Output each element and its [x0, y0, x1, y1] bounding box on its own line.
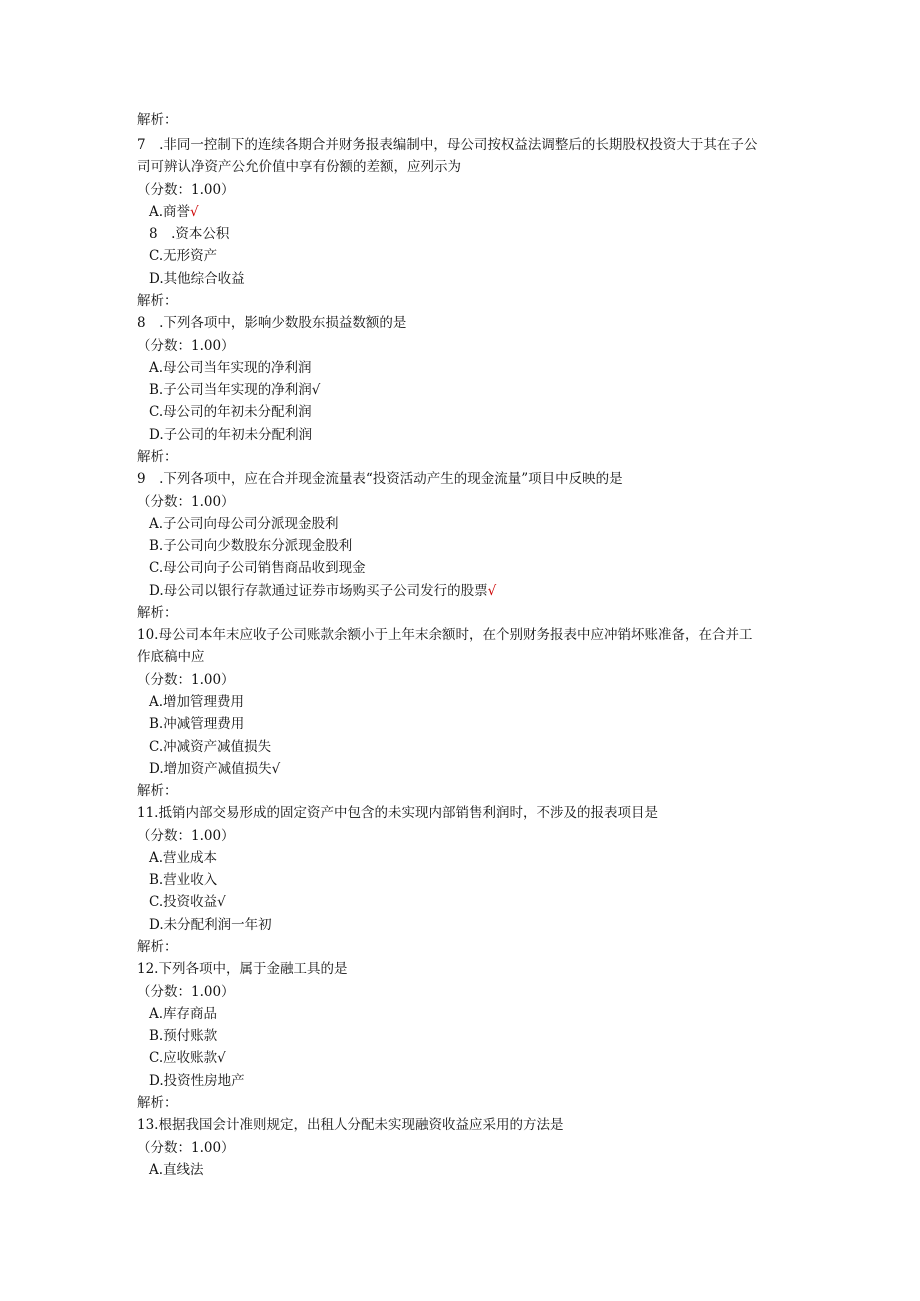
option-item: C.母公司向子公司销售商品收到现金: [149, 560, 366, 576]
correct-mark-icon: √: [217, 894, 226, 910]
question-stem: 司可辨认净资产公允价值中享有份额的差额，应列示为: [137, 159, 461, 175]
option-item: A.子公司向母公司分派现金股利: [149, 516, 339, 532]
option-item: A.增加管理费用: [149, 694, 245, 710]
option-item: A.库存商品: [149, 1006, 218, 1022]
option-text: C.应收账款: [149, 1050, 218, 1066]
option-item: C.母公司的年初未分配利润: [149, 404, 312, 420]
option-text: C.投资收益: [149, 894, 218, 910]
question-score: （分数：1.00）: [137, 828, 235, 844]
correct-mark-icon: √: [190, 204, 199, 220]
analysis-label: 解析：: [137, 783, 178, 799]
option-item: C.冲减资产减值损失: [149, 739, 272, 755]
option-item: C.无形资产: [149, 248, 218, 264]
option-text: A.商誉: [149, 204, 191, 220]
correct-mark-icon: √: [311, 382, 321, 398]
option-item: D.未分配利润一年初: [149, 917, 272, 933]
option-item: [149, 760, 280, 778]
analysis-label: 解析：: [137, 112, 178, 128]
option-item: A.直线法: [149, 1162, 204, 1178]
option-item: 8 .资本公积: [149, 226, 230, 242]
analysis-label: 解析：: [137, 293, 178, 309]
analysis-label: 解析：: [137, 605, 178, 621]
question-score: （分数：1.00）: [137, 338, 235, 354]
option-item: B.子公司向少数股东分派现金股利: [149, 538, 353, 554]
question-stem: 10.母公司本年末应收子公司账款余额小于上年末余额时，在个别财务报表中应冲销坏账准备，在合并工: [137, 627, 753, 643]
option-item: [149, 203, 199, 221]
question-stem: 13.根据我国会计准则规定，出租人分配未实现融资收益应采用的方法是: [137, 1117, 564, 1133]
analysis-label: 解析：: [137, 449, 178, 465]
question-score: （分数：1.00）: [137, 1140, 235, 1156]
question-score: （分数：1.00）: [137, 984, 235, 1000]
option-item: B.冲减管理费用: [149, 716, 245, 732]
option-text: D.母公司以银行存款通过证券市场购买子公司发行的股票: [149, 583, 488, 599]
option-item: A.母公司当年实现的净利润: [149, 360, 312, 376]
question-stem: 9 .下列各项中，应在合并现金流量表“投资活动产生的现金流量”项目中反映的是: [137, 471, 623, 487]
question-score: （分数：1.00）: [137, 182, 235, 198]
option-item: D.其他综合收益: [149, 271, 245, 287]
option-item: [149, 381, 320, 399]
question-score: （分数：1.00）: [137, 672, 235, 688]
option-item: D.投资性房地产: [149, 1073, 245, 1089]
option-text: B.子公司当年实现的净利润: [149, 382, 312, 398]
option-item: [149, 582, 496, 600]
correct-mark-icon: √: [271, 761, 281, 777]
question-stem: 8 .下列各项中，影响少数股东损益数额的是: [137, 315, 407, 331]
option-item: B.预付账款: [149, 1028, 218, 1044]
question-score: （分数：1.00）: [137, 494, 235, 510]
option-item: D.子公司的年初未分配利润: [149, 427, 313, 443]
question-stem: 11.抵销内部交易形成的固定资产中包含的未实现内部销售利润时，不涉及的报表项目是: [137, 805, 658, 821]
option-text: D.增加资产减值损失: [149, 761, 272, 777]
question-stem: 作底稿中应: [137, 649, 205, 665]
correct-mark-icon: √: [217, 1050, 226, 1066]
analysis-label: 解析：: [137, 1095, 178, 1111]
analysis-label: 解析：: [137, 939, 178, 955]
question-stem: 7 .非同一控制下的连续各期合并财务报表编制中，母公司按权益法调整后的长期股权投资大于其在子公: [137, 137, 758, 153]
option-item: [149, 893, 226, 911]
option-item: B.营业收入: [149, 872, 218, 888]
correct-mark-icon: √: [487, 583, 497, 599]
option-item: A.营业成本: [149, 850, 218, 866]
option-item: [149, 1049, 226, 1067]
question-stem: 12.下列各项中，属于金融工具的是: [137, 961, 348, 977]
